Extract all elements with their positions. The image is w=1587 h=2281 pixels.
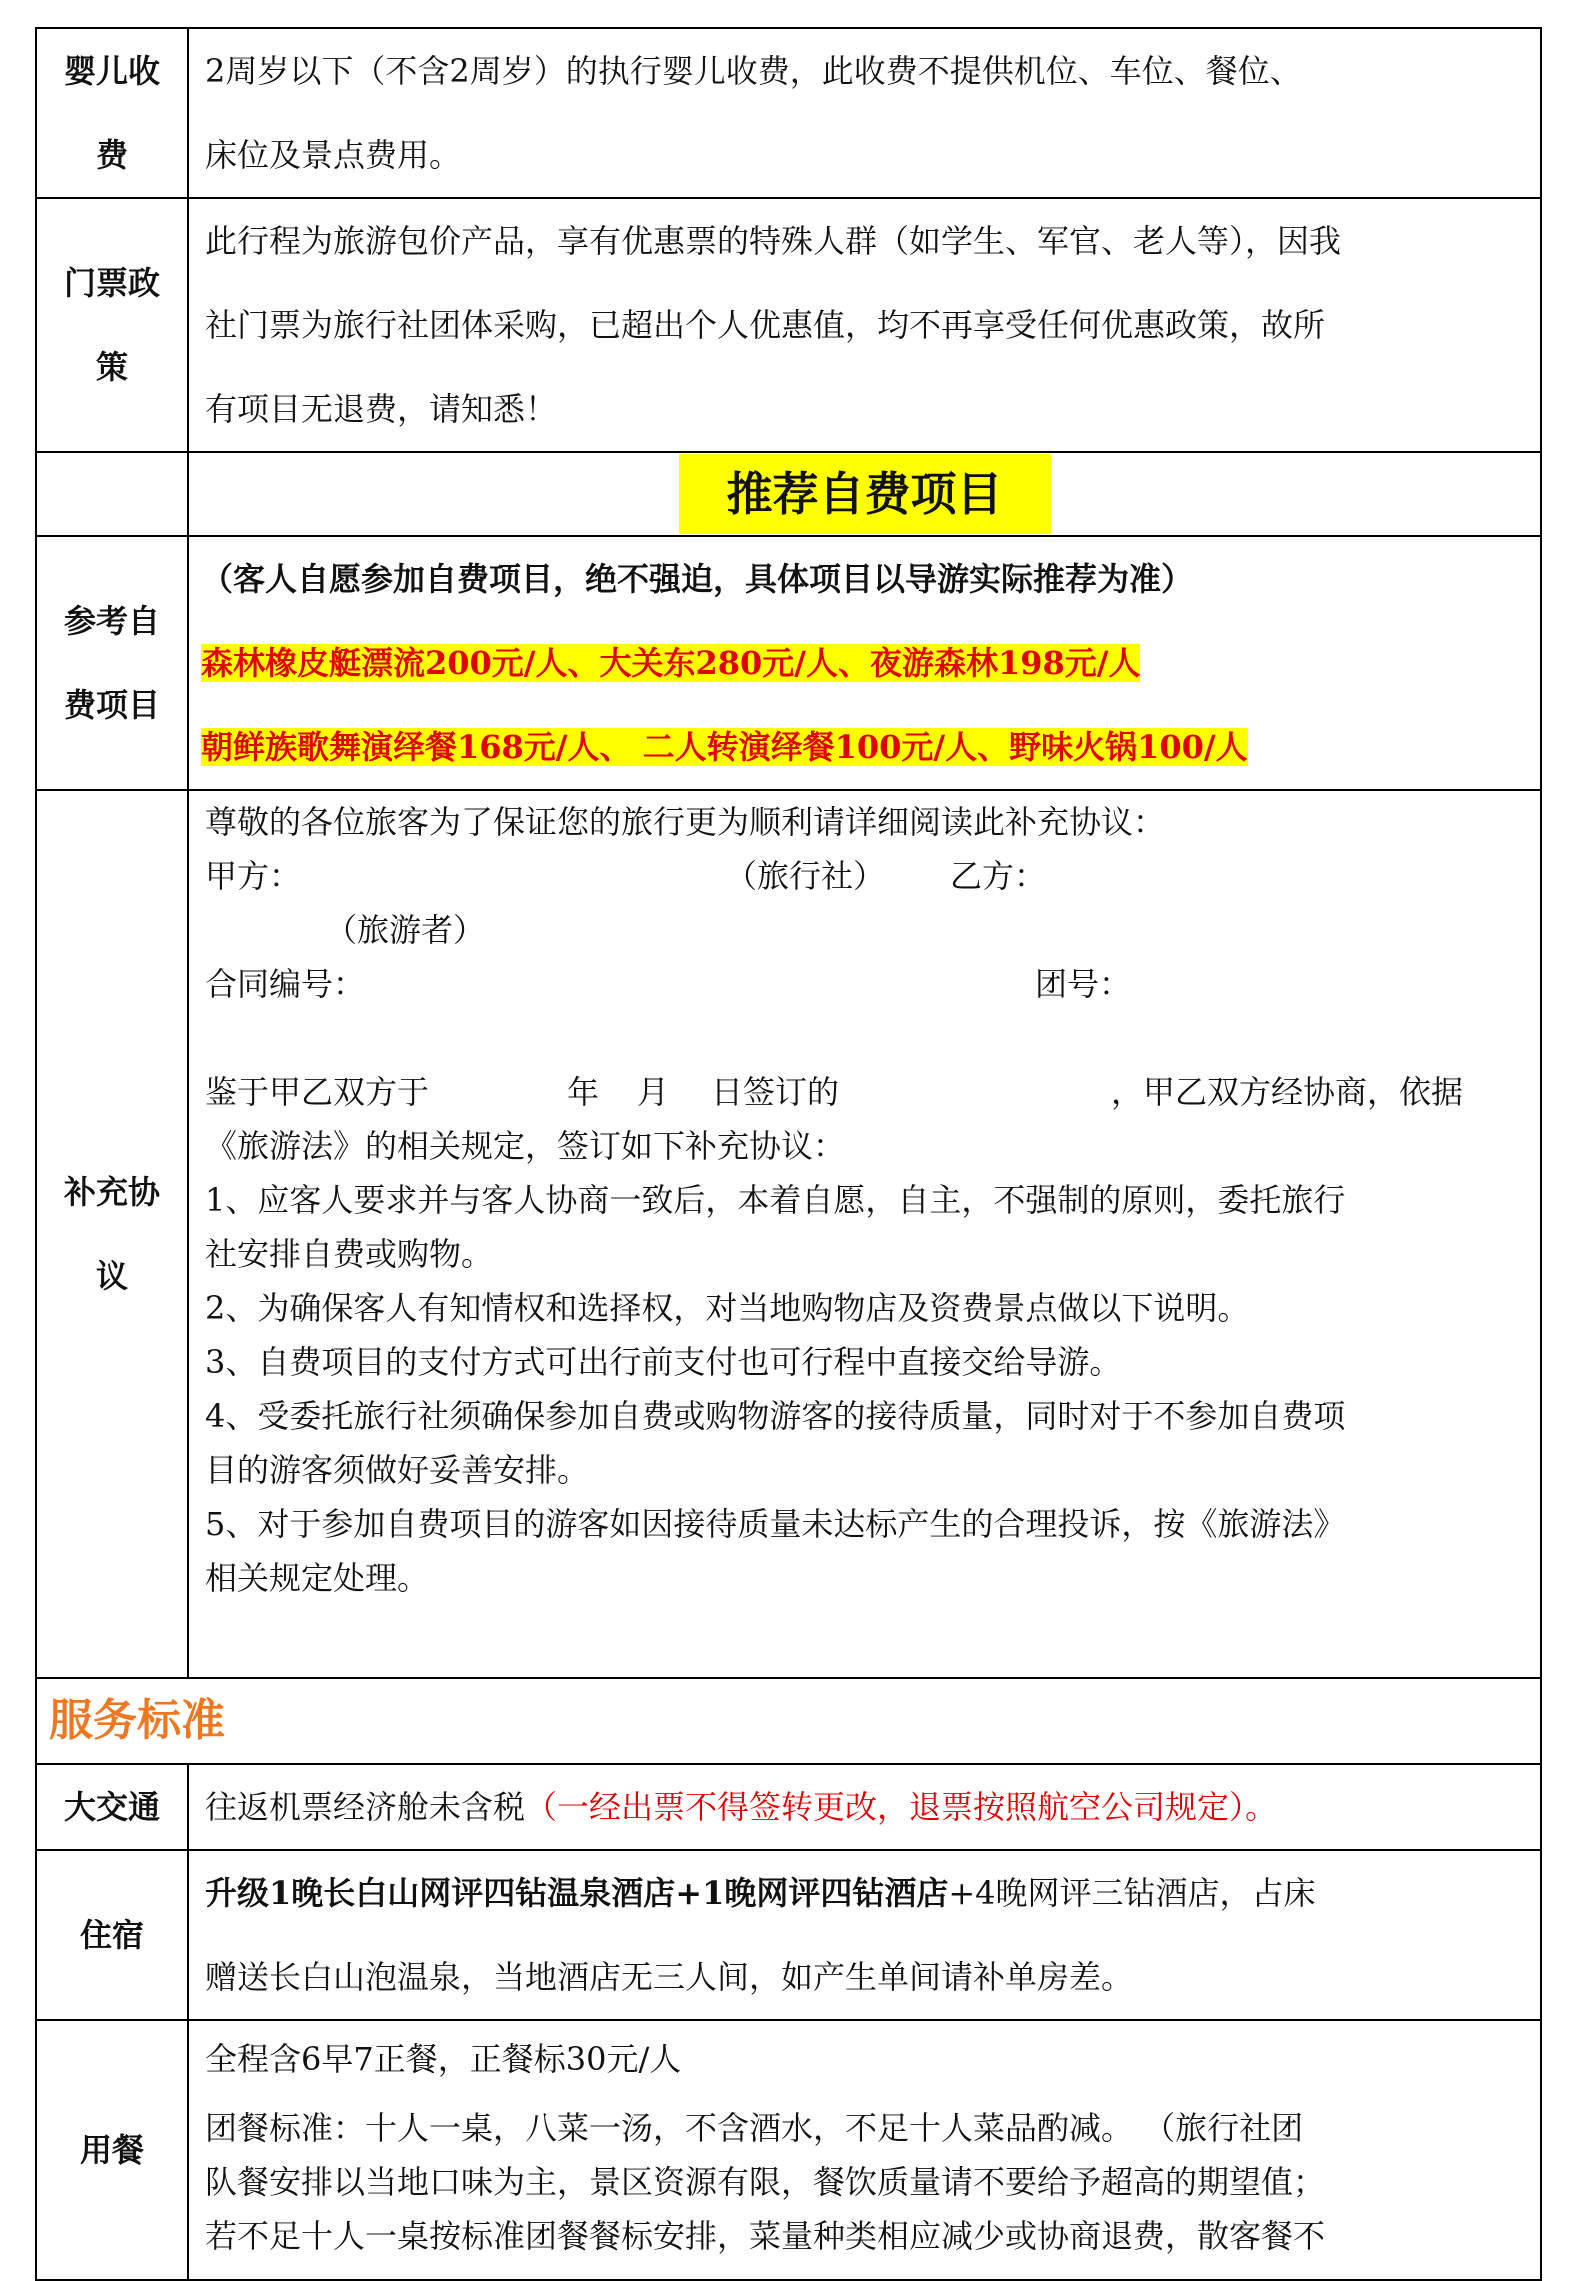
text-line: 床位及景点费用。 — [205, 136, 462, 174]
recommend-banner-row — [36, 452, 1541, 536]
transport-label: 大交通 — [36, 1764, 188, 1850]
infant-fee-text — [188, 28, 1541, 198]
agreement-label — [36, 790, 188, 1678]
transport-text: 往返机票经济舱未含税 — [205, 1788, 526, 1826]
meals-line: 全程含6早7正餐，正餐标30元/人 — [205, 2040, 682, 2078]
text-line: 有项目无退费，请知悉！ — [205, 390, 558, 428]
party-a-label: 甲方： — [205, 857, 302, 895]
hotel-rest-text: +4晚网评三钻酒店，占床 — [948, 1874, 1316, 1912]
infant-fee-row — [36, 28, 1541, 198]
infant-fee-label — [36, 28, 188, 198]
optional-items-text — [188, 536, 1541, 790]
tourist-label: （旅游者） — [325, 911, 486, 949]
service-standard-title: 服务标准 — [36, 1678, 1541, 1764]
hotel-line: 赠送长白山泡温泉，当地酒店无三人间，如产生单间请补单房差。 — [205, 1958, 1134, 1996]
law-line: 《旅游法》的相关规定，签订如下补充协议： — [205, 1127, 846, 1165]
whereas-text-2: ，甲乙双方经协商，依据 — [1111, 1073, 1464, 1111]
parties-line — [205, 849, 1526, 903]
text-line: 社门票为旅行社团体采购，已超出个人优惠值，均不再享受任何优惠政策，故所 — [205, 306, 1326, 344]
ticket-policy-text — [188, 198, 1541, 452]
clause-line: 4、受委托旅行社须确保参加自费或购物游客的接待质量，同时对于不参加自费项 — [205, 1397, 1346, 1435]
hotel-text-cell — [188, 1850, 1541, 2020]
contract-line — [205, 957, 1526, 1011]
clause-line: 目的游客须做好妥善安排。 — [205, 1451, 590, 1489]
contract-no-label: 合同编号： — [205, 965, 366, 1003]
text-line: 此行程为旅游包价产品，享有优惠票的特殊人群（如学生、军官、老人等），因我 — [205, 222, 1342, 260]
agreement-text — [188, 790, 1541, 1678]
hotel-label: 住宿 — [36, 1850, 188, 2020]
transport-row — [36, 1764, 1541, 1850]
label-line: 婴儿收 — [63, 52, 160, 90]
group-no-label: 团号： — [1035, 965, 1132, 1003]
transport-text-cell — [188, 1764, 1541, 1850]
transport-note: （一经出票不得签转更改，退票按照航空公司规定）。 — [525, 1788, 1278, 1826]
clause-line: 社安排自费或购物。 — [205, 1235, 494, 1273]
meals-line: 团餐标准：十人一桌，八菜一汤，不含酒水，不足十人菜品酌减。 （旅行社团 — [205, 2109, 1304, 2147]
text-line: 2周岁以下（不含2周岁）的执行婴儿收费，此收费不提供机位、车位、餐位、 — [205, 52, 1302, 90]
optional-note: （客人自愿参加自费项目，绝不强迫，具体项目以导游实际推荐为准） — [201, 560, 1194, 598]
document-page — [35, 27, 1540, 2281]
label-line: 议 — [95, 1257, 128, 1295]
recommend-banner-cell — [188, 452, 1541, 536]
ticket-policy-label — [36, 198, 188, 452]
hotel-row — [36, 1850, 1541, 2020]
whereas-line — [205, 1065, 1526, 1119]
party-b-label: 乙方： — [950, 857, 1047, 895]
label-line: 费 — [95, 136, 128, 174]
optional-items-line: 朝鲜族歌舞演绎餐168元/人、 二人转演绎餐100元/人、野味火锅100/人 — [201, 728, 1248, 766]
itinerary-table — [35, 27, 1542, 2281]
label-line: 补充协 — [63, 1173, 160, 1211]
hotel-upgrade-text: 升级1晚长白山网评四钻温泉酒店+1晚网评四钻酒店 — [205, 1874, 949, 1912]
meals-text-cell — [188, 2020, 1541, 2280]
year-label: 年 — [567, 1073, 600, 1111]
clause-line: 相关规定处理。 — [205, 1559, 430, 1597]
clause-line: 2、为确保客人有知情权和选择权，对当地购物店及资费景点做以下说明。 — [205, 1289, 1250, 1327]
ticket-policy-row — [36, 198, 1541, 452]
blank-line — [205, 1011, 1526, 1065]
recommend-banner: 推荐自费项目 — [679, 454, 1051, 534]
label-line: 策 — [95, 348, 128, 386]
agreement-row — [36, 790, 1541, 1678]
agency-label: （旅行社） — [725, 857, 886, 895]
empty-cell — [36, 452, 188, 536]
clause-line: 3、自费项目的支付方式可出行前支付也可行程中直接交给导游。 — [205, 1343, 1122, 1381]
meals-label: 用餐 — [36, 2020, 188, 2280]
label-line: 参考自 — [63, 602, 160, 640]
optional-items-row — [36, 536, 1541, 790]
day-signed-label: 日签订的 — [711, 1073, 840, 1111]
agreement-intro: 尊敬的各位旅客为了保证您的旅行更为顺利请详细阅读此补充协议： — [205, 803, 1166, 841]
meals-line: 若不足十人一桌按标准团餐餐标安排，菜量种类相应减少或协商退费，散客餐不 — [205, 2217, 1326, 2255]
label-line: 门票政 — [63, 264, 160, 302]
month-label: 月 — [637, 1073, 670, 1111]
meals-line: 队餐安排以当地口味为主，景区资源有限，餐饮质量请不要给予超高的期望值； — [205, 2163, 1326, 2201]
label-line: 费项目 — [63, 686, 160, 724]
whereas-text: 鉴于甲乙双方于 — [205, 1073, 430, 1111]
optional-items-label — [36, 536, 188, 790]
service-title-row — [36, 1678, 1541, 1764]
clause-line: 1、应客人要求并与客人协商一致后，本着自愿，自主，不强制的原则，委托旅行 — [205, 1181, 1346, 1219]
clause-line: 5、对于参加自费项目的游客如因接待质量未达标产生的合理投诉，按《旅游法》 — [205, 1505, 1346, 1543]
optional-items-line: 森林橡皮艇漂流200元/人、大关东280元/人、夜游森林198元/人 — [201, 644, 1141, 682]
meals-row — [36, 2020, 1541, 2280]
